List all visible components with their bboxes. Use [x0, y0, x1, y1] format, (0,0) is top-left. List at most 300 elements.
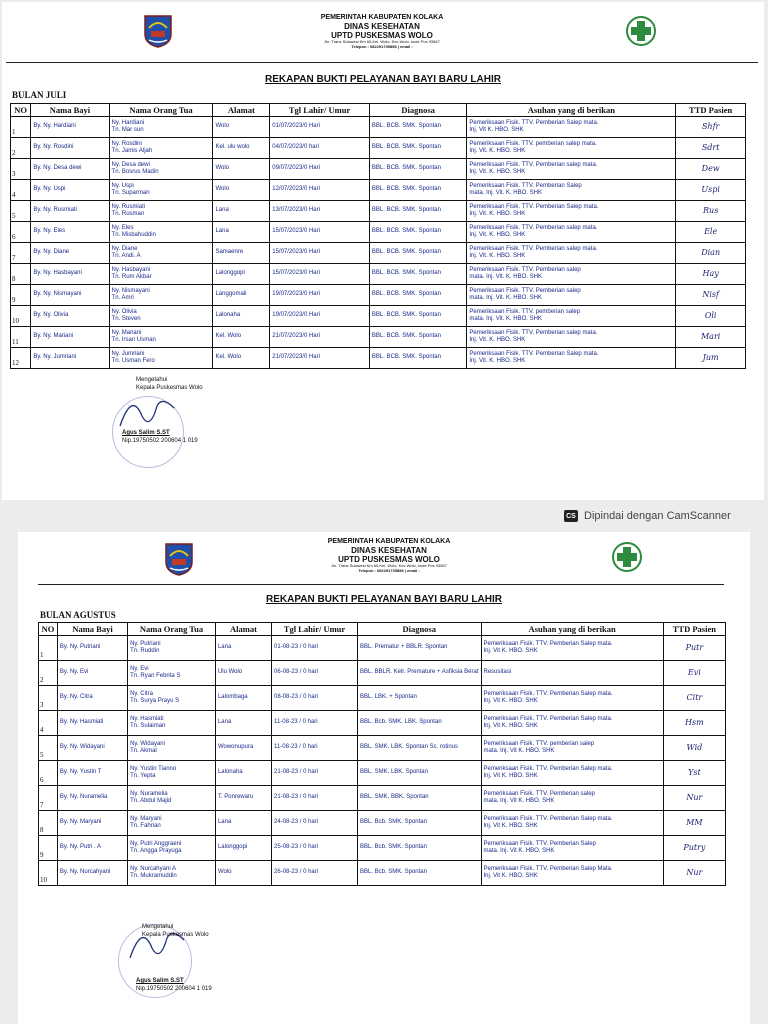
parent-names	[109, 264, 213, 285]
birth-date: 15/07/2023/0 Hari	[270, 222, 370, 243]
diagnosis: BBL. Bcb. SMK. Spontan	[357, 836, 481, 861]
father-name: Tn. Abdul Majid	[130, 798, 172, 804]
address: Kel. Wolo	[213, 348, 270, 369]
approver-block	[136, 978, 212, 994]
camscanner-icon: CS	[564, 510, 578, 522]
row-number: 7	[39, 786, 58, 811]
care-given	[467, 264, 676, 285]
care-line-2: Inj. Vit K. HBO. SHK	[483, 773, 538, 779]
care-line-2: Inj. Vit K. HBO. SHK	[483, 723, 538, 729]
mother-name: Ny. Mariani	[111, 329, 142, 336]
care-given	[481, 686, 663, 711]
birth-date: 21-08-23 / 0 hari	[272, 761, 358, 786]
row-number: 5	[39, 736, 58, 761]
care-line-1: Pemeriksaan Fisik. TTV. Pemberian Salep mata.	[483, 715, 613, 722]
patient-signature: Dian	[676, 243, 746, 264]
col-header-birth-date: Tgl Lahir/ Umur	[270, 104, 370, 117]
baby-name: By. Ny. Rusmiati	[31, 201, 109, 222]
baby-name: By. Ny. Hasmiati	[57, 711, 127, 736]
approval-block	[136, 377, 203, 393]
address: Ulu Wolo	[215, 661, 271, 686]
col-header-care-given: Asuhan yang di berikan	[481, 623, 663, 636]
mother-name: Ny. Widayani	[130, 740, 165, 747]
row-number: 1	[11, 117, 31, 138]
letterhead-institution: UPTD PUSKESMAS WOLO	[338, 555, 440, 565]
father-name: Tn. Andi. A	[111, 253, 141, 259]
row-number: 6	[39, 761, 58, 786]
parent-names	[109, 285, 213, 306]
approver-name: Agus Salim S.ST	[122, 430, 170, 436]
birth-date: 11-08-23 / 0 hari	[272, 736, 358, 761]
birth-date: 15/07/2023/0 Hari	[270, 243, 370, 264]
mother-name: Ny. Hasmiati	[130, 715, 164, 722]
birth-date: 08-08-23 / 0 hari	[272, 686, 358, 711]
document-page-august	[18, 532, 750, 1024]
address: Lana	[215, 636, 271, 661]
parent-names	[109, 180, 213, 201]
address: Samaenre	[213, 243, 270, 264]
row-number: 3	[39, 686, 58, 711]
parent-names	[128, 786, 216, 811]
mother-name: Ny. Nuramelia	[130, 790, 168, 797]
care-line-1: Pemeriksaan Fisik. TTV. Pemberian salep	[483, 790, 595, 797]
care-given	[481, 661, 663, 686]
patient-signature: MM	[663, 811, 725, 836]
diagnosis: BBL. BCB. SMK. Spontan	[369, 180, 467, 201]
parent-names	[128, 661, 216, 686]
camscanner-badge	[564, 510, 731, 522]
patient-signature: Hsm	[663, 711, 725, 736]
col-header-birth-date: Tgl Lahir/ Umur	[272, 623, 358, 636]
mother-name: Ny. Citra	[130, 690, 153, 697]
diagnosis: BBL. BCB. SMK. Spontan	[369, 327, 467, 348]
parent-names	[128, 761, 216, 786]
col-header-no: NO	[11, 104, 31, 117]
mother-name: Ny. Rusmiati	[111, 203, 146, 210]
diagnosis: BBL. BBLR. Kelr. Premature + Asfiksia Berat	[357, 661, 481, 686]
care-line-1: Resusitasi	[483, 669, 512, 676]
parent-names	[109, 138, 213, 159]
table-row	[11, 138, 746, 159]
patient-signature: Hay	[676, 264, 746, 285]
col-header-address: Alamat	[215, 623, 271, 636]
care-line-1: Pemeriksaan Fisik. TTV. Pemberian Salep	[483, 840, 596, 847]
table-row	[39, 786, 726, 811]
approver-name: Agus Salim S.ST	[136, 978, 184, 984]
care-line-1: Pemeriksaan Fisik. TTV. Pemberian Salep mata.	[469, 350, 599, 357]
care-line-1: Pemeriksaan Fisik. TTV. Pemberian Salep	[469, 182, 582, 189]
care-given	[481, 636, 663, 661]
mother-name: Ny. Olivia	[111, 308, 137, 315]
row-number: 10	[39, 861, 58, 886]
father-name: Tn. Rusman	[111, 211, 145, 217]
care-line-1: Pemeriksaan Fisik. TTV. Pemberian Salep mata.	[483, 640, 613, 647]
care-line-2: mata. Inj. Vit K. HBO. SHK	[483, 748, 555, 754]
baby-name: By. Ny. Hasbayani	[31, 264, 109, 285]
diagnosis: BBL. BCB. SMK. Spontan	[369, 264, 467, 285]
mother-name: Ny. Putri Anggraeni	[130, 840, 182, 847]
table-row	[11, 264, 746, 285]
care-line-1: Pemeriksaan Fisik. TTV. Pemberian Salep Mata.	[483, 865, 613, 872]
row-number: 2	[39, 661, 58, 686]
care-line-1: Pemeriksaan Fisik. TTV. Pemberian Salep mata.	[483, 690, 613, 697]
patient-signature: Yst	[663, 761, 725, 786]
birth-date: 01-08-23 / 0 hari	[272, 636, 358, 661]
parent-names	[109, 243, 213, 264]
care-line-1: Pemeriksaan Fisik. TTV. Pemberian salep	[469, 266, 581, 273]
diagnosis: BBL. LBK. + Spontan	[357, 686, 481, 711]
newborn-service-table-august	[38, 622, 726, 886]
address: Lalonggopi	[215, 836, 271, 861]
row-number: 12	[11, 348, 31, 369]
mother-name: Ny. Putriani	[130, 640, 161, 647]
letterhead-department: DINAS KESEHATAN	[351, 546, 427, 556]
care-line-2: Inj. Vit. K. HBO. SHK	[469, 148, 526, 154]
mother-name: Ny. Nismayani	[111, 287, 150, 294]
patient-signature: Putry	[663, 836, 725, 861]
mother-name: Ny. Eles	[111, 224, 134, 231]
care-line-1: Pemeriksaan Fisik. TTV. Pemberian salep mata.	[469, 161, 598, 168]
parent-names	[128, 736, 216, 761]
birth-date: 09/07/2023/0 Hari	[270, 159, 370, 180]
birth-date: 06-08-23 / 0 hari	[272, 661, 358, 686]
mother-name: Ny. Hasbayani	[111, 266, 151, 273]
care-line-1: Pemeriksaan Fisik. TTV. Pemberian salep mata.	[469, 224, 598, 231]
kolaka-regency-logo-icon	[143, 14, 173, 48]
care-line-1: Pemeriksaan Fisik. TTV. Pemberian salep	[469, 287, 581, 294]
care-line-1: Pemeriksaan Fisik. TTV. Pemberian Salep mata.	[483, 815, 613, 822]
newborn-service-table-july	[10, 103, 746, 369]
address: T. Ponrewaru	[215, 786, 271, 811]
col-header-parent-name: Nama Orang Tua	[109, 104, 213, 117]
table-row	[39, 711, 726, 736]
table-row	[11, 201, 746, 222]
diagnosis: BBL. BCB. SMK. Spontan	[369, 117, 467, 138]
mother-name: Ny. Hardiani	[111, 119, 145, 126]
care-line-2: mata. Inj. Vit. K. HBO. SHK	[469, 316, 542, 322]
care-given	[481, 711, 663, 736]
diagnosis: BBL. Bcb. SMK. LBK. Spontan	[357, 711, 481, 736]
month-label: BULAN AGUSTUS	[40, 610, 116, 620]
table-row	[11, 243, 746, 264]
care-given	[481, 786, 663, 811]
col-header-parent-name: Nama Orang Tua	[128, 623, 216, 636]
care-given	[481, 861, 663, 886]
diagnosis: BBL. SMK. BBK. Spontan	[357, 786, 481, 811]
diagnosis: BBL. BCB. SMK. Spontan	[369, 222, 467, 243]
parent-names	[128, 836, 216, 861]
letterhead-phone: Telepon : 082291739898 | email :	[358, 568, 420, 574]
father-name: Tn. Angga Prayuga	[130, 848, 182, 854]
approval-position: Kepala Puskesmas Wolo	[142, 931, 209, 938]
table-row	[39, 811, 726, 836]
approval-label: Mengetahui	[136, 377, 168, 383]
document-page-july	[2, 2, 764, 500]
birth-date: 19/07/2023/0 Hari	[270, 285, 370, 306]
letterhead-government: PEMERINTAH KABUPATEN KOLAKA	[320, 14, 444, 21]
document-title: REKAPAN BUKTI PELAYANAN BAYI BARU LAHIR	[265, 74, 501, 85]
parent-names	[109, 159, 213, 180]
address: Lana	[215, 811, 271, 836]
birth-date: 25-08-23 / 0 hari	[272, 836, 358, 861]
letterhead-address: Jln. Trans Sulawesi Km 60,Kel. Wolo, Kec.Wolo, kode Pos 93567	[324, 39, 440, 45]
row-number: 4	[11, 180, 31, 201]
care-line-2: mata. Inj. Vit K. HBO. SHK	[483, 848, 555, 854]
address: Lana	[213, 222, 270, 243]
care-line-2: Inj. Vit. K. HBO. SHK	[469, 211, 526, 217]
diagnosis: BBL. BCB. SMK. Spontan	[369, 243, 467, 264]
row-number: 11	[11, 327, 31, 348]
care-line-1: Pemeriksaan Fisik. TTV. Pemberian salep mata.	[469, 329, 598, 336]
birth-date: 26-08-23 / 0 hari	[272, 861, 358, 886]
approver-nip: Nip.19750502 200604 1 019	[122, 437, 198, 444]
mother-name: Ny. Evi	[130, 665, 149, 672]
patient-signature: Dew	[676, 159, 746, 180]
col-header-baby-name: Nama Bayi	[31, 104, 109, 117]
care-line-2: mata. Inj. Vit. K. HBO. SHK	[469, 190, 542, 196]
baby-name: By. Ny. Eles	[31, 222, 109, 243]
father-name: Tn. Ryan Febrita S	[130, 673, 181, 679]
parent-names	[128, 861, 216, 886]
patient-signature: Rus	[676, 201, 746, 222]
parent-names	[109, 327, 213, 348]
col-header-patient-signature: TTD Pasien	[663, 623, 725, 636]
mother-name: Ny. Uspi	[111, 182, 134, 189]
care-given	[467, 348, 676, 369]
letterhead-divider	[38, 584, 724, 585]
address: Wowonupura	[215, 736, 271, 761]
care-given	[481, 811, 663, 836]
row-number: 8	[11, 264, 31, 285]
col-header-no: NO	[39, 623, 58, 636]
approval-block	[142, 924, 209, 940]
care-given	[467, 180, 676, 201]
address: Wolo	[213, 159, 270, 180]
head-signature-icon	[112, 386, 182, 436]
table-row	[11, 348, 746, 369]
birth-date: 01/07/2023/0 Hari	[270, 117, 370, 138]
table-row	[11, 285, 746, 306]
table-row	[11, 117, 746, 138]
row-number: 5	[11, 201, 31, 222]
baby-name: By. Ny. Putriani	[57, 636, 127, 661]
row-number: 2	[11, 138, 31, 159]
mother-name: Ny. Maryani	[130, 815, 162, 822]
patient-signature: Nur	[663, 786, 725, 811]
care-given	[467, 222, 676, 243]
parent-names	[128, 711, 216, 736]
diagnosis: BBL. BCB. SMK. Spontan	[369, 159, 467, 180]
birth-date: 11-08-23 / 0 hari	[272, 711, 358, 736]
address: Lalonggopi	[213, 264, 270, 285]
document-title: REKAPAN BUKTI PELAYANAN BAYI BARU LAHIR	[266, 594, 502, 605]
row-number: 9	[39, 836, 58, 861]
diagnosis: BBL. BCB. SMK. Spontan	[369, 285, 467, 306]
baby-name: By. Ny. Putri . A	[57, 836, 127, 861]
mother-name: Ny. Yustin Tianno	[130, 765, 177, 772]
diagnosis: BBL. BCB. SMK. Spontan	[369, 348, 467, 369]
mother-name: Ny. Nurcahyani A	[130, 865, 176, 872]
address: Lalonaha	[213, 306, 270, 327]
table-row	[39, 636, 726, 661]
father-name: Tn. Irsan Usman	[111, 337, 156, 343]
parent-names	[109, 306, 213, 327]
care-given	[481, 836, 663, 861]
care-line-2: Inj. Vit K. HBO. SHK	[483, 873, 538, 879]
address: Lalonaha	[215, 761, 271, 786]
baby-name: By. Ny. Yustin T	[57, 761, 127, 786]
address: Kel. ulu wolo	[213, 138, 270, 159]
table-row	[39, 736, 726, 761]
care-line-1: Pemeriksaan Fisik. TTV. Pemberian Salep mata.	[483, 765, 613, 772]
care-line-2: Inj. Vit K. HBO. SHK	[469, 127, 524, 133]
diagnosis: BBL. Bcb. SMK. Spontan	[357, 861, 481, 886]
address: Wolo	[213, 117, 270, 138]
col-header-diagnosis: Diagnosa	[357, 623, 481, 636]
baby-name: By. Ny. Evi	[57, 661, 127, 686]
birth-date: 04/07/2023/0 hari	[270, 138, 370, 159]
approval-label: Mengetahui	[142, 924, 174, 930]
baby-name: By. Ny. Diane	[31, 243, 109, 264]
letterhead-institution: UPTD PUSKESMAS WOLO	[331, 31, 433, 41]
birth-date: 21/07/2023/0 Hari	[270, 327, 370, 348]
table-row	[39, 661, 726, 686]
approver-nip: Nip.19750502 200604 1 019	[136, 985, 212, 992]
patient-signature: Putr	[663, 636, 725, 661]
father-name: Tn. Amri	[111, 295, 134, 301]
baby-name: By. Ny. Hardiani	[31, 117, 109, 138]
mother-name: Ny. Rosdini	[111, 140, 142, 147]
table-header-row	[11, 104, 746, 117]
address: Lana	[215, 711, 271, 736]
baby-name: By. Ny. Citra	[57, 686, 127, 711]
table-row	[39, 836, 726, 861]
father-name: Tn. Mukramuddin	[130, 873, 177, 879]
address: Kel. Wolo	[213, 327, 270, 348]
approver-block	[122, 430, 198, 446]
patient-signature: Uspi	[676, 180, 746, 201]
birth-date: 13/07/2023/0 Hari	[270, 201, 370, 222]
baby-name: By. Ny. Maryani	[57, 811, 127, 836]
baby-name: By. Ny. Uspi	[31, 180, 109, 201]
father-name: Tn. Akmal	[130, 748, 157, 754]
patient-signature: Jum	[676, 348, 746, 369]
care-line-2: Inj. Vit. K. HBO. SHK	[469, 253, 526, 259]
care-line-1: Pemeriksaan Fisik. TTV. pemberian salep	[483, 740, 595, 747]
father-name: Tn. Fahrian	[130, 823, 161, 829]
care-given	[467, 306, 676, 327]
table-row	[11, 180, 746, 201]
patient-signature: Nisf	[676, 285, 746, 306]
baby-name: By. Ny. Nurcahyani	[57, 861, 127, 886]
month-label: BULAN JULI	[12, 90, 67, 100]
father-name: Tn. Surya Prayu S	[130, 698, 180, 704]
patient-signature: Evi	[663, 661, 725, 686]
care-given	[467, 201, 676, 222]
row-number: 6	[11, 222, 31, 243]
father-name: Tn. Usman Fero	[111, 358, 155, 364]
parent-names	[109, 222, 213, 243]
letterhead-divider	[6, 62, 758, 63]
father-name: Tn. Yepta	[130, 773, 156, 779]
birth-date: 24-08-23 / 0 hari	[272, 811, 358, 836]
col-header-diagnosis: Diagnosa	[369, 104, 467, 117]
care-line-2: Inj. Vit. K. HBO. SHK	[469, 232, 526, 238]
letterhead-department: DINAS KESEHATAN	[344, 22, 420, 32]
mother-name: Ny. Jumriani	[111, 350, 145, 357]
birth-date: 21-08-23 / 0 hari	[272, 786, 358, 811]
father-name: Tn. Bosrus Madin	[111, 169, 159, 175]
row-number: 8	[39, 811, 58, 836]
diagnosis: BBL. Bcb. SMK. Spontan	[357, 811, 481, 836]
col-header-address: Alamat	[213, 104, 270, 117]
care-given	[467, 285, 676, 306]
col-header-patient-signature: TTD Pasien	[676, 104, 746, 117]
health-cross-icon	[612, 542, 642, 572]
row-number: 3	[11, 159, 31, 180]
parent-names	[128, 686, 216, 711]
diagnosis: BBL. BCB. SMK. Spontan	[369, 138, 467, 159]
parent-names	[128, 636, 216, 661]
care-line-1: Pemeriksaan Fisik. TTV. Pemberian Salep mata.	[469, 119, 599, 126]
table-row	[39, 861, 726, 886]
parent-names	[109, 117, 213, 138]
address: Wolo	[215, 861, 271, 886]
table-row	[39, 686, 726, 711]
patient-signature: Citr	[663, 686, 725, 711]
letterhead-government: PEMERINTAH KABUPATEN KOLAKA	[327, 538, 451, 545]
patient-signature: Mari	[676, 327, 746, 348]
letterhead	[252, 14, 512, 50]
address: Wolo	[213, 180, 270, 201]
baby-name: By. Ny. Nismayani	[31, 285, 109, 306]
care-given	[481, 761, 663, 786]
baby-name: By. Ny. Jumriani	[31, 348, 109, 369]
letterhead-phone: Telepon : 082291739898 | email :	[351, 44, 413, 50]
approval-position: Kepala Puskesmas Wolo	[136, 384, 203, 391]
birth-date: 19/07/2023/0 Hari	[270, 306, 370, 327]
patient-signature: Ele	[676, 222, 746, 243]
birth-date: 21/07/2023/0 Hari	[270, 348, 370, 369]
care-given	[467, 159, 676, 180]
father-name: Tn. Ruddin	[130, 648, 160, 654]
parent-names	[128, 811, 216, 836]
baby-name: By. Ny. Desa dewi	[31, 159, 109, 180]
parent-names	[109, 348, 213, 369]
care-line-2: Inj. Vit. K. HBO. SHK	[469, 169, 526, 175]
letterhead-address: Jln. Trans Sulawesi Km 60,Kel. Wolo, Kec.Wolo, kode Pos 93567	[331, 563, 447, 569]
care-given	[467, 327, 676, 348]
father-name: Tn. Sulaiman	[130, 723, 166, 729]
father-name: Tn. Steven	[111, 316, 141, 322]
care-line-2: mata. Inj. Vit. K. HBO. SHK	[469, 274, 542, 280]
baby-name: By. Ny. Rosdini	[31, 138, 109, 159]
table-row	[11, 222, 746, 243]
table-row	[11, 306, 746, 327]
row-number: 10	[11, 306, 31, 327]
care-line-2: mata. Inj. Vit K. HBO. SHK	[483, 798, 555, 804]
baby-name: By. Ny. Olivia	[31, 306, 109, 327]
birth-date: 12/07/2023/0 Hari	[270, 180, 370, 201]
letterhead	[264, 538, 514, 574]
patient-signature: Sdrt	[676, 138, 746, 159]
diagnosis: BBL. BCB. SMK. Spontan	[369, 201, 467, 222]
father-name: Tn. Jamis Aljah	[111, 148, 153, 154]
care-line-2: Inj. Vit. K. HBO. SHK	[469, 337, 526, 343]
mother-name: Ny. Desa dewi	[111, 161, 150, 168]
care-line-2: Inj. Vit K. HBO. SHK	[483, 648, 538, 654]
care-line-2: Inj. Vit. K. HBO. SHK	[469, 358, 526, 364]
